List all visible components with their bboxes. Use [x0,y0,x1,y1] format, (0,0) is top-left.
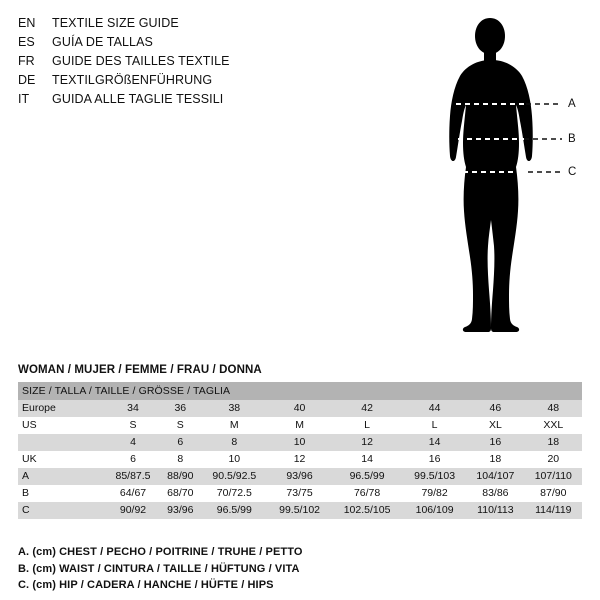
cell: 4 [106,434,160,451]
cell: 106/109 [403,502,466,519]
cell: 90.5/92.5 [201,468,269,485]
language-title: GUIDE DES TAILLES TEXTILE [52,54,230,68]
table-caption: WOMAN / MUJER / FEMME / FRAU / DONNA [18,364,262,376]
label-b: B [568,133,576,145]
language-code: EN [18,16,36,30]
cell: 42 [331,400,403,417]
cell: 46 [466,400,525,417]
cell: L [403,417,466,434]
cell: 16 [403,451,466,468]
cell: 99.5/102 [268,502,331,519]
cell: 73/75 [268,485,331,502]
body-figure [400,8,590,378]
size-table [18,382,582,519]
cell: 76/78 [331,485,403,502]
cell: 87/90 [525,485,582,502]
cell: 20 [525,451,582,468]
language-title: GUIDA ALLE TAGLIE TESSILI [52,92,224,106]
table-header-label: SIZE / TALLA / TAILLE / GRÖSSE / TAGLIA [18,382,582,400]
cell: 114/119 [525,502,582,519]
row-label: UK [18,451,106,468]
cell: 8 [201,434,269,451]
language-code: FR [18,54,35,68]
cell: 12 [331,434,403,451]
label-a: A [568,98,576,110]
row-label: C [18,502,106,519]
cell: 79/82 [403,485,466,502]
legend-line-b: B. (cm) WAIST / CINTURA / TAILLE / HÜFTUNG / VITA [18,562,300,575]
cell: 85/87.5 [106,468,160,485]
cell: 6 [106,451,160,468]
language-row [18,52,348,71]
cell: 34 [106,400,160,417]
cell: 93/96 [160,502,201,519]
cell: 90/92 [106,502,160,519]
cell: S [106,417,160,434]
cell: L [331,417,403,434]
cell: 36 [160,400,201,417]
cell: 107/110 [525,468,582,485]
cell: 8 [160,451,201,468]
cell: 96.5/99 [331,468,403,485]
row-label: Europe [18,400,106,417]
row-label: A [18,468,106,485]
language-row [18,90,348,109]
language-row [18,33,348,52]
cell: 93/96 [268,468,331,485]
language-title: GUÍA DE TALLAS [52,35,153,49]
label-c: C [568,166,577,178]
legend-line-c: C. (cm) HIP / CADERA / HANCHE / HÜFTE / HIPS [18,579,274,591]
language-title: TEXTILE SIZE GUIDE [52,16,179,30]
measurement-legend [18,544,578,594]
cell: 64/67 [106,485,160,502]
cell: 6 [160,434,201,451]
language-row [18,71,348,90]
language-title: TEXTILGRÖßENFÜHRUNG [52,73,213,87]
cell: 14 [331,451,403,468]
cell: 70/72.5 [201,485,269,502]
language-row [18,14,348,33]
cell: 88/90 [160,468,201,485]
table-row [18,502,582,519]
cell: 104/107 [466,468,525,485]
table-row [18,400,582,417]
table-row [18,434,582,451]
cell: 18 [466,451,525,468]
table-header-row [18,382,582,400]
cell: 102.5/105 [331,502,403,519]
cell: 96.5/99 [201,502,269,519]
table-row [18,468,582,485]
cell: 10 [201,451,269,468]
cell: 110/113 [466,502,525,519]
language-title-block [18,14,348,109]
cell: 48 [525,400,582,417]
cell: 83/86 [466,485,525,502]
cell: 10 [268,434,331,451]
language-code: IT [18,92,30,106]
cell: S [160,417,201,434]
cell: M [201,417,269,434]
row-label [18,434,106,451]
cell: 38 [201,400,269,417]
table-row [18,485,582,502]
cell: 68/70 [160,485,201,502]
cell: 16 [466,434,525,451]
female-silhouette-icon [400,8,590,378]
cell: 18 [525,434,582,451]
cell: 14 [403,434,466,451]
cell: 40 [268,400,331,417]
cell: XXL [525,417,582,434]
language-code: ES [18,35,35,49]
cell: 12 [268,451,331,468]
cell: XL [466,417,525,434]
table-row [18,451,582,468]
row-label: B [18,485,106,502]
cell: 44 [403,400,466,417]
language-code: DE [18,73,36,87]
legend-line-a: A. (cm) CHEST / PECHO / POITRINE / TRUHE / PETTO [18,546,303,558]
cell: M [268,417,331,434]
table-row [18,417,582,434]
cell: 99.5/103 [403,468,466,485]
row-label: US [18,417,106,434]
